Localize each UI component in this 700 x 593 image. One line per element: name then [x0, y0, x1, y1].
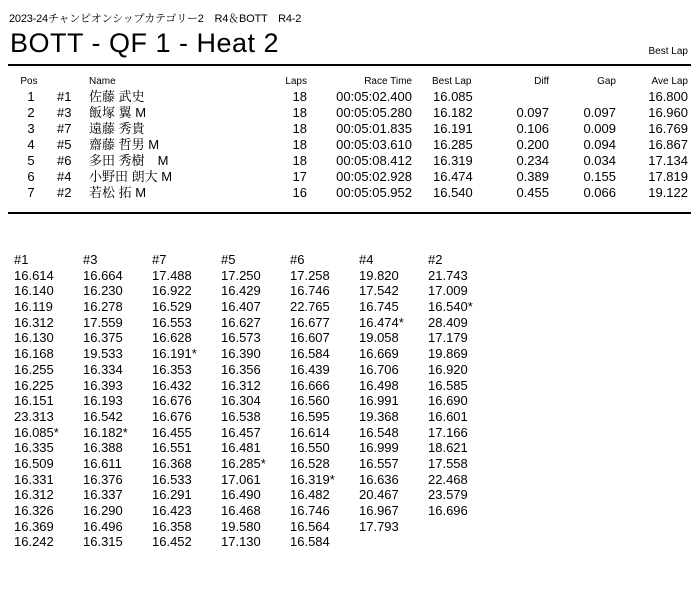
lap-time: 16.628 — [152, 330, 192, 346]
results-header-row — [0, 74, 700, 89]
lap-time: 16.312 — [14, 487, 54, 503]
lap-time: 16.331 — [14, 471, 54, 487]
results-divider — [8, 212, 691, 214]
results-table — [0, 74, 700, 201]
lap-time: 16.677 — [290, 314, 330, 330]
lap-time: 17.488 — [152, 267, 192, 283]
lap-time: 16.319* — [290, 471, 335, 487]
lap-column-header: #6 — [290, 252, 305, 267]
lap-time: 16.337 — [83, 487, 123, 503]
lap-time: 17.061 — [221, 471, 261, 487]
event-subtitle: 2023-24チャンピオンシップカテゴリー2 R4＆BOTT R4-2 — [9, 13, 302, 25]
result-gap: 0.034 — [583, 153, 616, 168]
lap-time: 17.542 — [359, 283, 399, 299]
lap-time: 16.230 — [83, 283, 123, 299]
lap-time: 16.242 — [14, 534, 54, 550]
lap-column-header: #4 — [359, 252, 374, 267]
lap-time: 23.313 — [14, 408, 54, 424]
result-pos: 6 — [27, 169, 35, 184]
lap-time: 16.601 — [428, 408, 468, 424]
lap-time: 16.509 — [14, 455, 54, 471]
result-race-time: 00:05:02.928 — [336, 169, 412, 184]
lap-time: 16.312 — [221, 377, 261, 393]
lap-time: 17.258 — [290, 267, 330, 283]
result-laps: 16 — [292, 185, 307, 200]
result-kart-no: #6 — [57, 153, 72, 168]
lap-time: 17.009 — [428, 283, 468, 299]
lap-time: 17.179 — [428, 330, 468, 346]
lap-time: 16.285* — [221, 455, 266, 471]
result-pos: 1 — [27, 89, 35, 104]
result-best-lap: 16.191 — [433, 121, 473, 136]
lap-time: 17.166 — [428, 424, 468, 440]
result-diff: 0.200 — [516, 137, 549, 152]
results-row — [0, 153, 700, 169]
lap-time: 16.611 — [83, 455, 122, 471]
result-diff: 0.389 — [516, 169, 549, 184]
lap-time: 17.559 — [83, 314, 123, 330]
result-laps: 18 — [292, 89, 307, 104]
result-race-time: 00:05:03.610 — [336, 137, 412, 152]
result-gap: 0.094 — [583, 137, 616, 152]
lap-time: 19.580 — [221, 518, 261, 534]
result-pos: 5 — [27, 153, 35, 168]
result-ave-lap: 17.134 — [648, 153, 688, 168]
lap-time: 16.585 — [428, 377, 468, 393]
lap-column-header: #1 — [14, 252, 29, 267]
lap-time: 16.614 — [14, 267, 54, 283]
result-laps: 18 — [292, 105, 307, 120]
lap-time: 16.595 — [290, 408, 330, 424]
lap-column-header: #7 — [152, 252, 167, 267]
col-gap-header: Gap — [597, 76, 616, 87]
lap-time: 18.621 — [428, 440, 468, 456]
lap-time: 16.542 — [83, 408, 123, 424]
result-ave-lap: 16.769 — [648, 121, 688, 136]
result-kart-no: #5 — [57, 137, 72, 152]
lap-time: 16.452 — [152, 534, 192, 550]
lap-time: 28.409 — [428, 314, 468, 330]
lap-time: 16.553 — [152, 314, 192, 330]
result-gap: 0.009 — [583, 121, 616, 136]
result-kart-no: #3 — [57, 105, 72, 120]
result-laps: 18 — [292, 137, 307, 152]
lap-time: 16.326 — [14, 503, 54, 518]
result-laps: 17 — [292, 169, 307, 184]
lap-time: 16.627 — [221, 314, 261, 330]
lap-time: 16.564 — [290, 518, 330, 534]
lap-time: 19.058 — [359, 330, 399, 346]
lap-time: 16.584 — [290, 346, 330, 362]
lap-time: 16.999 — [359, 440, 399, 456]
header-divider — [8, 64, 691, 66]
result-laps: 18 — [292, 121, 307, 136]
lap-time: 16.664 — [83, 267, 123, 283]
lap-time: 16.304 — [221, 393, 261, 409]
col-race-time-header: Race Time — [364, 76, 412, 87]
lap-time: 16.746 — [290, 503, 330, 518]
result-pos: 7 — [27, 185, 35, 200]
lap-time: 16.388 — [83, 440, 123, 456]
lap-time: 16.278 — [83, 299, 123, 315]
result-best-lap: 16.540 — [433, 185, 473, 200]
result-driver-name: 小野田 朗大 M — [89, 169, 173, 184]
lap-time: 16.393 — [83, 377, 123, 393]
result-driver-name: 多田 秀樹 M — [89, 153, 169, 168]
result-best-lap: 16.085 — [433, 89, 473, 104]
col-name-header: Name — [89, 76, 116, 87]
lap-time: 16.168 — [14, 346, 54, 362]
lap-time: 20.467 — [359, 487, 399, 503]
lap-time: 16.991 — [359, 393, 399, 409]
result-pos: 2 — [27, 105, 35, 120]
result-driver-name: 若松 拓 M — [89, 185, 147, 200]
result-kart-no: #7 — [57, 121, 72, 136]
lap-time: 16.182* — [83, 424, 128, 440]
result-best-lap: 16.474 — [433, 169, 473, 184]
result-race-time: 00:05:05.280 — [336, 105, 412, 120]
lap-time: 16.676 — [152, 393, 192, 409]
lap-time: 16.356 — [221, 361, 261, 377]
lap-time: 22.765 — [290, 299, 330, 315]
lap-time: 16.291 — [152, 487, 192, 503]
lap-time: 16.439 — [290, 361, 330, 377]
lap-time: 16.584 — [290, 534, 330, 550]
result-driver-name: 齋藤 哲男 M — [89, 137, 160, 152]
lap-time: 16.706 — [359, 361, 399, 377]
lap-column — [221, 252, 266, 550]
lap-time: 19.820 — [359, 267, 399, 283]
lap-time: 16.498 — [359, 377, 399, 393]
col-diff-header: Diff — [534, 76, 549, 87]
lap-time: 16.607 — [290, 330, 330, 346]
lap-time: 16.151 — [14, 393, 54, 409]
lap-time: 21.743 — [428, 267, 468, 283]
lap-time: 16.085* — [14, 424, 59, 440]
lap-time: 16.745 — [359, 299, 399, 315]
lap-time: 16.496 — [83, 518, 123, 534]
result-ave-lap: 19.122 — [648, 185, 688, 200]
lap-time: 16.432 — [152, 377, 192, 393]
result-diff: 0.234 — [516, 153, 549, 168]
results-row — [0, 121, 700, 137]
lap-time: 16.548 — [359, 424, 399, 440]
result-ave-lap: 17.819 — [648, 169, 688, 184]
lap-time: 16.538 — [221, 408, 261, 424]
lap-time: 16.368 — [152, 455, 192, 471]
lap-time: 16.482 — [290, 487, 330, 503]
result-best-lap: 16.182 — [433, 105, 473, 120]
lap-time: 16.315 — [83, 534, 123, 550]
lap-time: 16.696 — [428, 503, 468, 518]
lap-time: 16.423 — [152, 503, 192, 518]
lap-time: 16.335 — [14, 440, 54, 456]
result-race-time: 00:05:01.835 — [336, 121, 412, 136]
lap-time: 17.558 — [428, 455, 468, 471]
lap-column — [14, 252, 59, 550]
lap-column-header: #2 — [428, 252, 443, 267]
result-driver-name: 遠藤 秀貴 — [89, 121, 145, 136]
lap-time: 16.193 — [83, 393, 123, 409]
lap-column-header: #3 — [83, 252, 98, 267]
lap-time: 16.636 — [359, 471, 399, 487]
lap-time: 19.869 — [428, 346, 468, 362]
result-driver-name: 佐藤 武史 — [89, 89, 145, 104]
lap-time: 16.614 — [290, 424, 330, 440]
lap-time: 16.669 — [359, 346, 399, 362]
lap-time: 16.407 — [221, 299, 261, 315]
result-ave-lap: 16.867 — [648, 137, 688, 152]
lap-time: 16.468 — [221, 503, 261, 518]
lap-time: 16.369 — [14, 518, 54, 534]
lap-time: 16.481 — [221, 440, 261, 456]
lap-time: 16.191* — [152, 346, 197, 362]
lap-column — [359, 252, 404, 534]
lap-time: 16.967 — [359, 503, 399, 518]
results-row — [0, 185, 700, 201]
lap-column — [83, 252, 128, 550]
best-lap-tag: Best Lap — [648, 46, 688, 57]
lap-time: 16.455 — [152, 424, 192, 440]
lap-time: 16.225 — [14, 377, 54, 393]
lap-time: 16.676 — [152, 408, 192, 424]
lap-time: 16.312 — [14, 314, 54, 330]
result-best-lap: 16.285 — [433, 137, 473, 152]
col-laps-header: Laps — [285, 76, 307, 87]
result-pos: 4 — [27, 137, 35, 152]
result-kart-no: #1 — [57, 89, 72, 104]
lap-time: 17.130 — [221, 534, 261, 550]
lap-time: 16.376 — [83, 471, 123, 487]
lap-time: 16.375 — [83, 330, 123, 346]
lap-time: 16.429 — [221, 283, 261, 299]
lap-time: 16.353 — [152, 361, 192, 377]
lap-time: 16.390 — [221, 346, 261, 362]
result-diff: 0.106 — [516, 121, 549, 136]
lap-time: 22.468 — [428, 471, 468, 487]
lap-time: 16.528 — [290, 455, 330, 471]
lap-time: 16.922 — [152, 283, 192, 299]
lap-column — [152, 252, 197, 550]
lap-time: 16.560 — [290, 393, 330, 409]
lap-time: 16.334 — [83, 361, 123, 377]
result-gap: 0.097 — [583, 105, 616, 120]
lap-time: 16.529 — [152, 299, 192, 315]
lap-time: 16.119 — [14, 299, 53, 315]
lap-time: 16.557 — [359, 455, 399, 471]
lap-time: 16.140 — [14, 283, 54, 299]
result-gap: 0.066 — [583, 185, 616, 200]
lap-time: 16.666 — [290, 377, 330, 393]
page-title: BOTT - QF 1 - Heat 2 — [10, 28, 280, 58]
col-ave-lap-header: Ave Lap — [651, 76, 688, 87]
lap-time: 16.690 — [428, 393, 468, 409]
result-driver-name: 飯塚 翼 M — [89, 105, 147, 120]
result-kart-no: #2 — [57, 185, 72, 200]
lap-column-header: #5 — [221, 252, 236, 267]
results-row — [0, 137, 700, 153]
col-pos-header: Pos — [20, 76, 38, 87]
lap-time: 19.533 — [83, 346, 123, 362]
col-best-lap-header: Best Lap — [432, 76, 472, 87]
result-kart-no: #4 — [57, 169, 72, 184]
lap-time: 16.573 — [221, 330, 261, 346]
lap-time: 16.130 — [14, 330, 54, 346]
result-diff: 0.455 — [516, 185, 549, 200]
lap-time: 16.490 — [221, 487, 261, 503]
lap-time: 16.358 — [152, 518, 192, 534]
lap-time: 16.474* — [359, 314, 404, 330]
lap-time: 17.250 — [221, 267, 261, 283]
lap-time: 16.746 — [290, 283, 330, 299]
results-row — [0, 89, 700, 105]
result-diff: 0.097 — [516, 105, 549, 120]
result-race-time: 00:05:08.412 — [336, 153, 412, 168]
lap-time: 16.540* — [428, 299, 473, 315]
result-ave-lap: 16.800 — [648, 89, 688, 104]
lap-time: 17.793 — [359, 518, 399, 534]
result-gap: 0.155 — [583, 169, 616, 184]
lap-time: 23.579 — [428, 487, 468, 503]
result-ave-lap: 16.960 — [648, 105, 688, 120]
lap-time: 16.550 — [290, 440, 330, 456]
lap-time: 16.533 — [152, 471, 192, 487]
result-best-lap: 16.319 — [433, 153, 473, 168]
lap-time: 16.551 — [152, 440, 192, 456]
lap-time: 16.920 — [428, 361, 468, 377]
lap-time: 16.457 — [221, 424, 261, 440]
result-race-time: 00:05:02.400 — [336, 89, 412, 104]
result-laps: 18 — [292, 153, 307, 168]
lap-column — [428, 252, 473, 519]
results-row — [0, 169, 700, 185]
lap-time: 16.255 — [14, 361, 54, 377]
lap-time: 16.290 — [83, 503, 123, 518]
result-race-time: 00:05:05.952 — [336, 185, 412, 200]
result-pos: 3 — [27, 121, 35, 136]
lap-time: 19.368 — [359, 408, 399, 424]
lap-column — [290, 252, 335, 550]
results-row — [0, 105, 700, 121]
